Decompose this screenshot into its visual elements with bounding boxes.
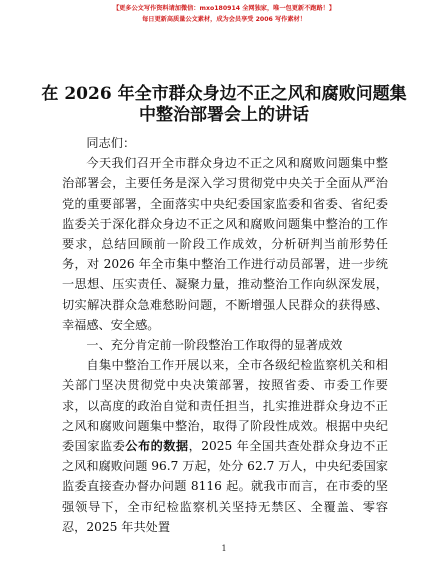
document-body (62, 133, 388, 537)
document-title: 在 2026 年全市群众身边不正之风和腐败问题集中整治部署会上的讲话 (41, 84, 407, 125)
paragraph-achievements (62, 355, 388, 537)
paragraph-bold-text: 公布的数据 (125, 439, 189, 454)
paragraph-intro: 今天我们召开全市群众身边不正之风和腐败问题集中整治部署会，主要任务是深入学习贯彻党中央关于全面从严治党的重要部署，全面落实中央纪委国家监委和省委、省纪委监委关于深化群众身边不正之风和腐败问题集中整治的工作要求，总结回顾前一阶段工作成效，分析研判当前形势任务，对 2026 年全市集中整治工作进行动员部署，进一步统一思想、压实责任、凝聚力量，推动整治工作向纵深发展，切实解决群众急难愁盼问题，不断增强人民群众的获得感、幸福感、安全感。 (62, 156, 388, 332)
promo-banner-line-2: 每日更新高质量公文素材，成为会员享受 2006 写作素材！ (142, 16, 306, 23)
section-heading: 一、充分肯定前一阶段整治工作取得的显著成效 (86, 338, 343, 353)
salutation: 同志们： (86, 136, 136, 150)
page-number: 1 (221, 544, 227, 553)
promo-banner-line-1: 【更多公文写作资料请加微信：mxo180914 全网独家，唯一包更新不跑路！】 (112, 5, 336, 12)
paragraph-text-after: ，2025 年全国共查处群众身边不正之风和腐败问题 96.7 万起，处分 62.7 万人，中央纪委国家监委直接查办督办问题 8116 起。就我市而言，在市委的坚强领导下，全市纪检监察机关坚持无禁区、全覆盖、零容忍，2025 年共处置 (62, 439, 389, 534)
paragraph-text-before: 自集中整治工作开展以来，全市各级纪检监察机关和相关部门坚决贯彻党中央决策部署，按照省委、市委工作要求，以高度的政治自觉和责任担当，扎实推进群众身边不正之风和腐败问题集中整治，取得了阶段性成效。根据中央纪委国家监委 (62, 358, 388, 454)
